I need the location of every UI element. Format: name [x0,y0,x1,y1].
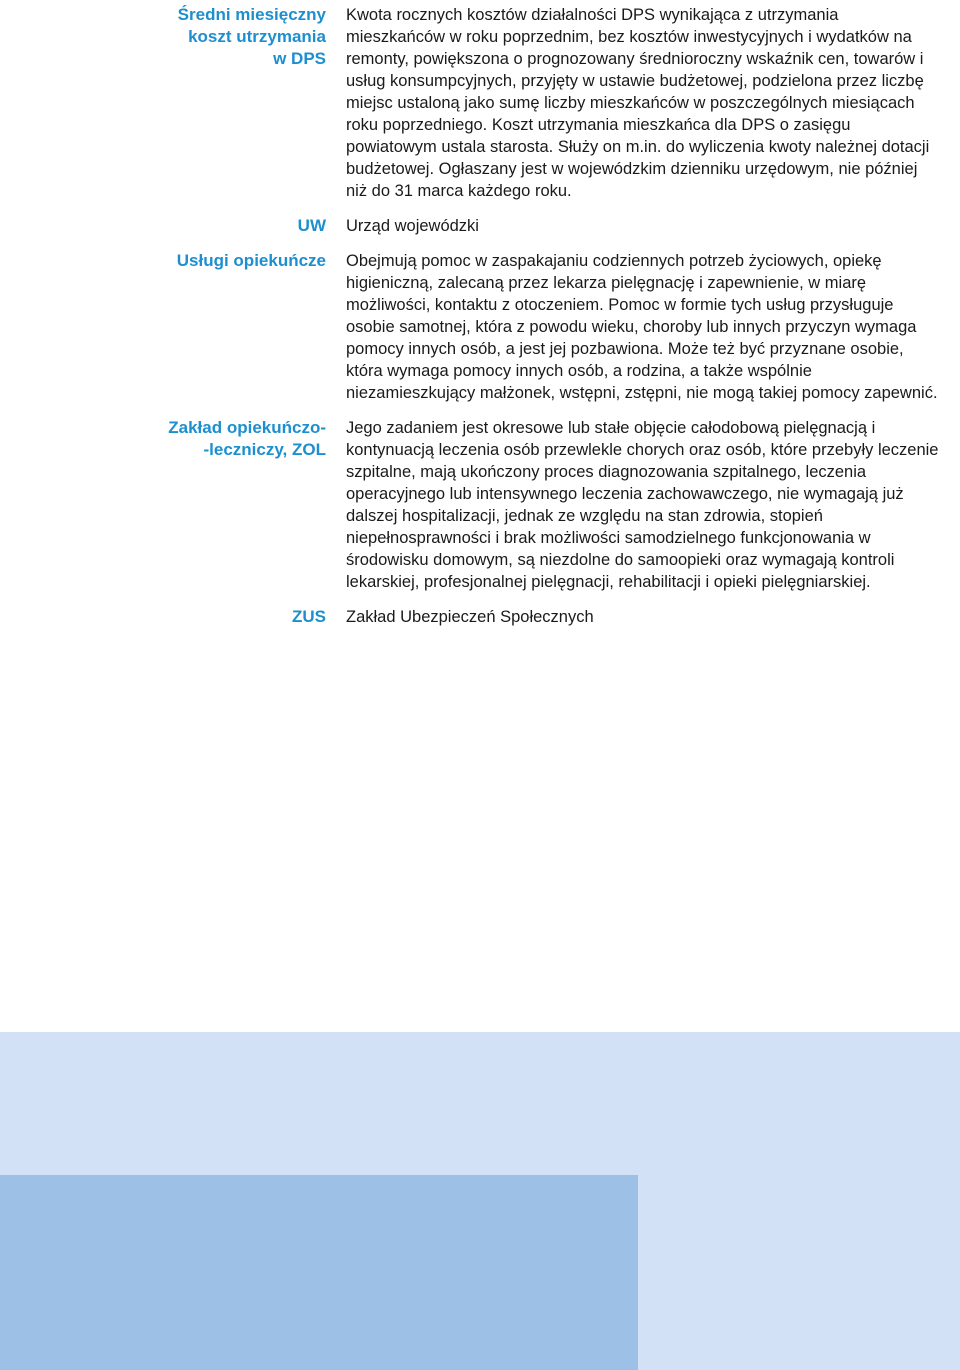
definition [346,606,940,628]
term [0,417,326,593]
term-line: ZUS [292,607,326,626]
term-line: -leczniczy, ZOL [203,440,326,459]
term-line: UW [297,216,326,235]
term-line: Średni miesięczny [177,5,326,24]
term-line: Usługi opiekuńcze [176,251,326,270]
term [0,215,326,237]
definition-text: Zakład Ubezpieczeń Społecznych [346,608,594,626]
glossary-entry-uw [0,215,960,237]
glossary-entry-zus [0,606,960,628]
definition [346,417,940,593]
glossary-entry-uslugi-opiekuncze [0,250,960,404]
definition [346,215,940,237]
definition [346,250,940,404]
glossary-entry-zol [0,417,960,593]
term-line: koszt utrzymania [188,27,326,46]
definition-text: Urząd wojewódzki [346,217,479,235]
definition-text: Obejmują pomoc w zaspakajaniu codziennych potrzeb życiowych, opiekę higieniczną, zalecaną przez lekarza pielęgnację i zapewnienie, w miarę możliwości, kontaktu z otoczeniem. Pomoc w formie tych usług przysługuje osobie samotnej, która z powodu wieku, choroby lub innych przyczyn wymaga pomocy innych osób, a jest jej pozbawiona. Może też być przyznane osobie, która wymaga pomocy innych osób, a rodzina, a także wspólnie niezamieszkujący małżonek, wstępni, zstępni, nie mogą takiej pomocy zapewnić. [346,252,938,402]
term [0,4,326,202]
decorative-mid-block [0,1175,638,1370]
term [0,606,326,628]
glossary [0,4,960,641]
term-line: w DPS [273,49,326,68]
glossary-entry-sredni-koszt [0,4,960,202]
definition-text: Jego zadaniem jest okresowe lub stałe objęcie całodobową pielęgnacją i kontynuacją leczenia osób przewlekle chorych oraz osób, które przebyły leczenie szpitalne, mają ukończony proces diagnozowania szpitalnego, leczenia operacyjnego lub intensywnego leczenia zachowawczego, nie wymagają już dalszej hospitalizacji, jednak ze względu na stan zdrowia, stopień niepełnosprawności i brak możliwości samodzielnego funkcjonowania w środowisku domowym, są niezdolne do samoopieki oraz wymagają kontroli lekarskiej, profesjonalnej pielęgnacji, rehabilitacji i opieki pielęgniarskiej. [346,419,939,591]
term-line: Zakład opiekuńczo- [168,418,326,437]
term [0,250,326,404]
definition [346,4,940,202]
definition-text: Kwota rocznych kosztów działalności DPS wynikająca z utrzymania mieszkańców w roku poprzednim, bez kosztów inwestycyjnych i wydatków na remonty, powiększona o prognozowany średnioroczny wskaźnik cen, towarów i usług konsumpcyjnych, przyjęty w ustawie budżetowej, podzielona przez liczbę miejsc ustaloną jako sumę liczby mieszkańców w poszczególnych miesiącach roku poprzedniego. Koszt utrzymania mieszkańca dla DPS o zasięgu powiatowym ustala starosta. Służy on m.in. do wyliczenia kwoty należnej dotacji budżetowej. Ogłaszany jest w wojewódzkim dzienniku urzędowym, nie później niż do 31 marca każdego roku. [346,6,930,200]
